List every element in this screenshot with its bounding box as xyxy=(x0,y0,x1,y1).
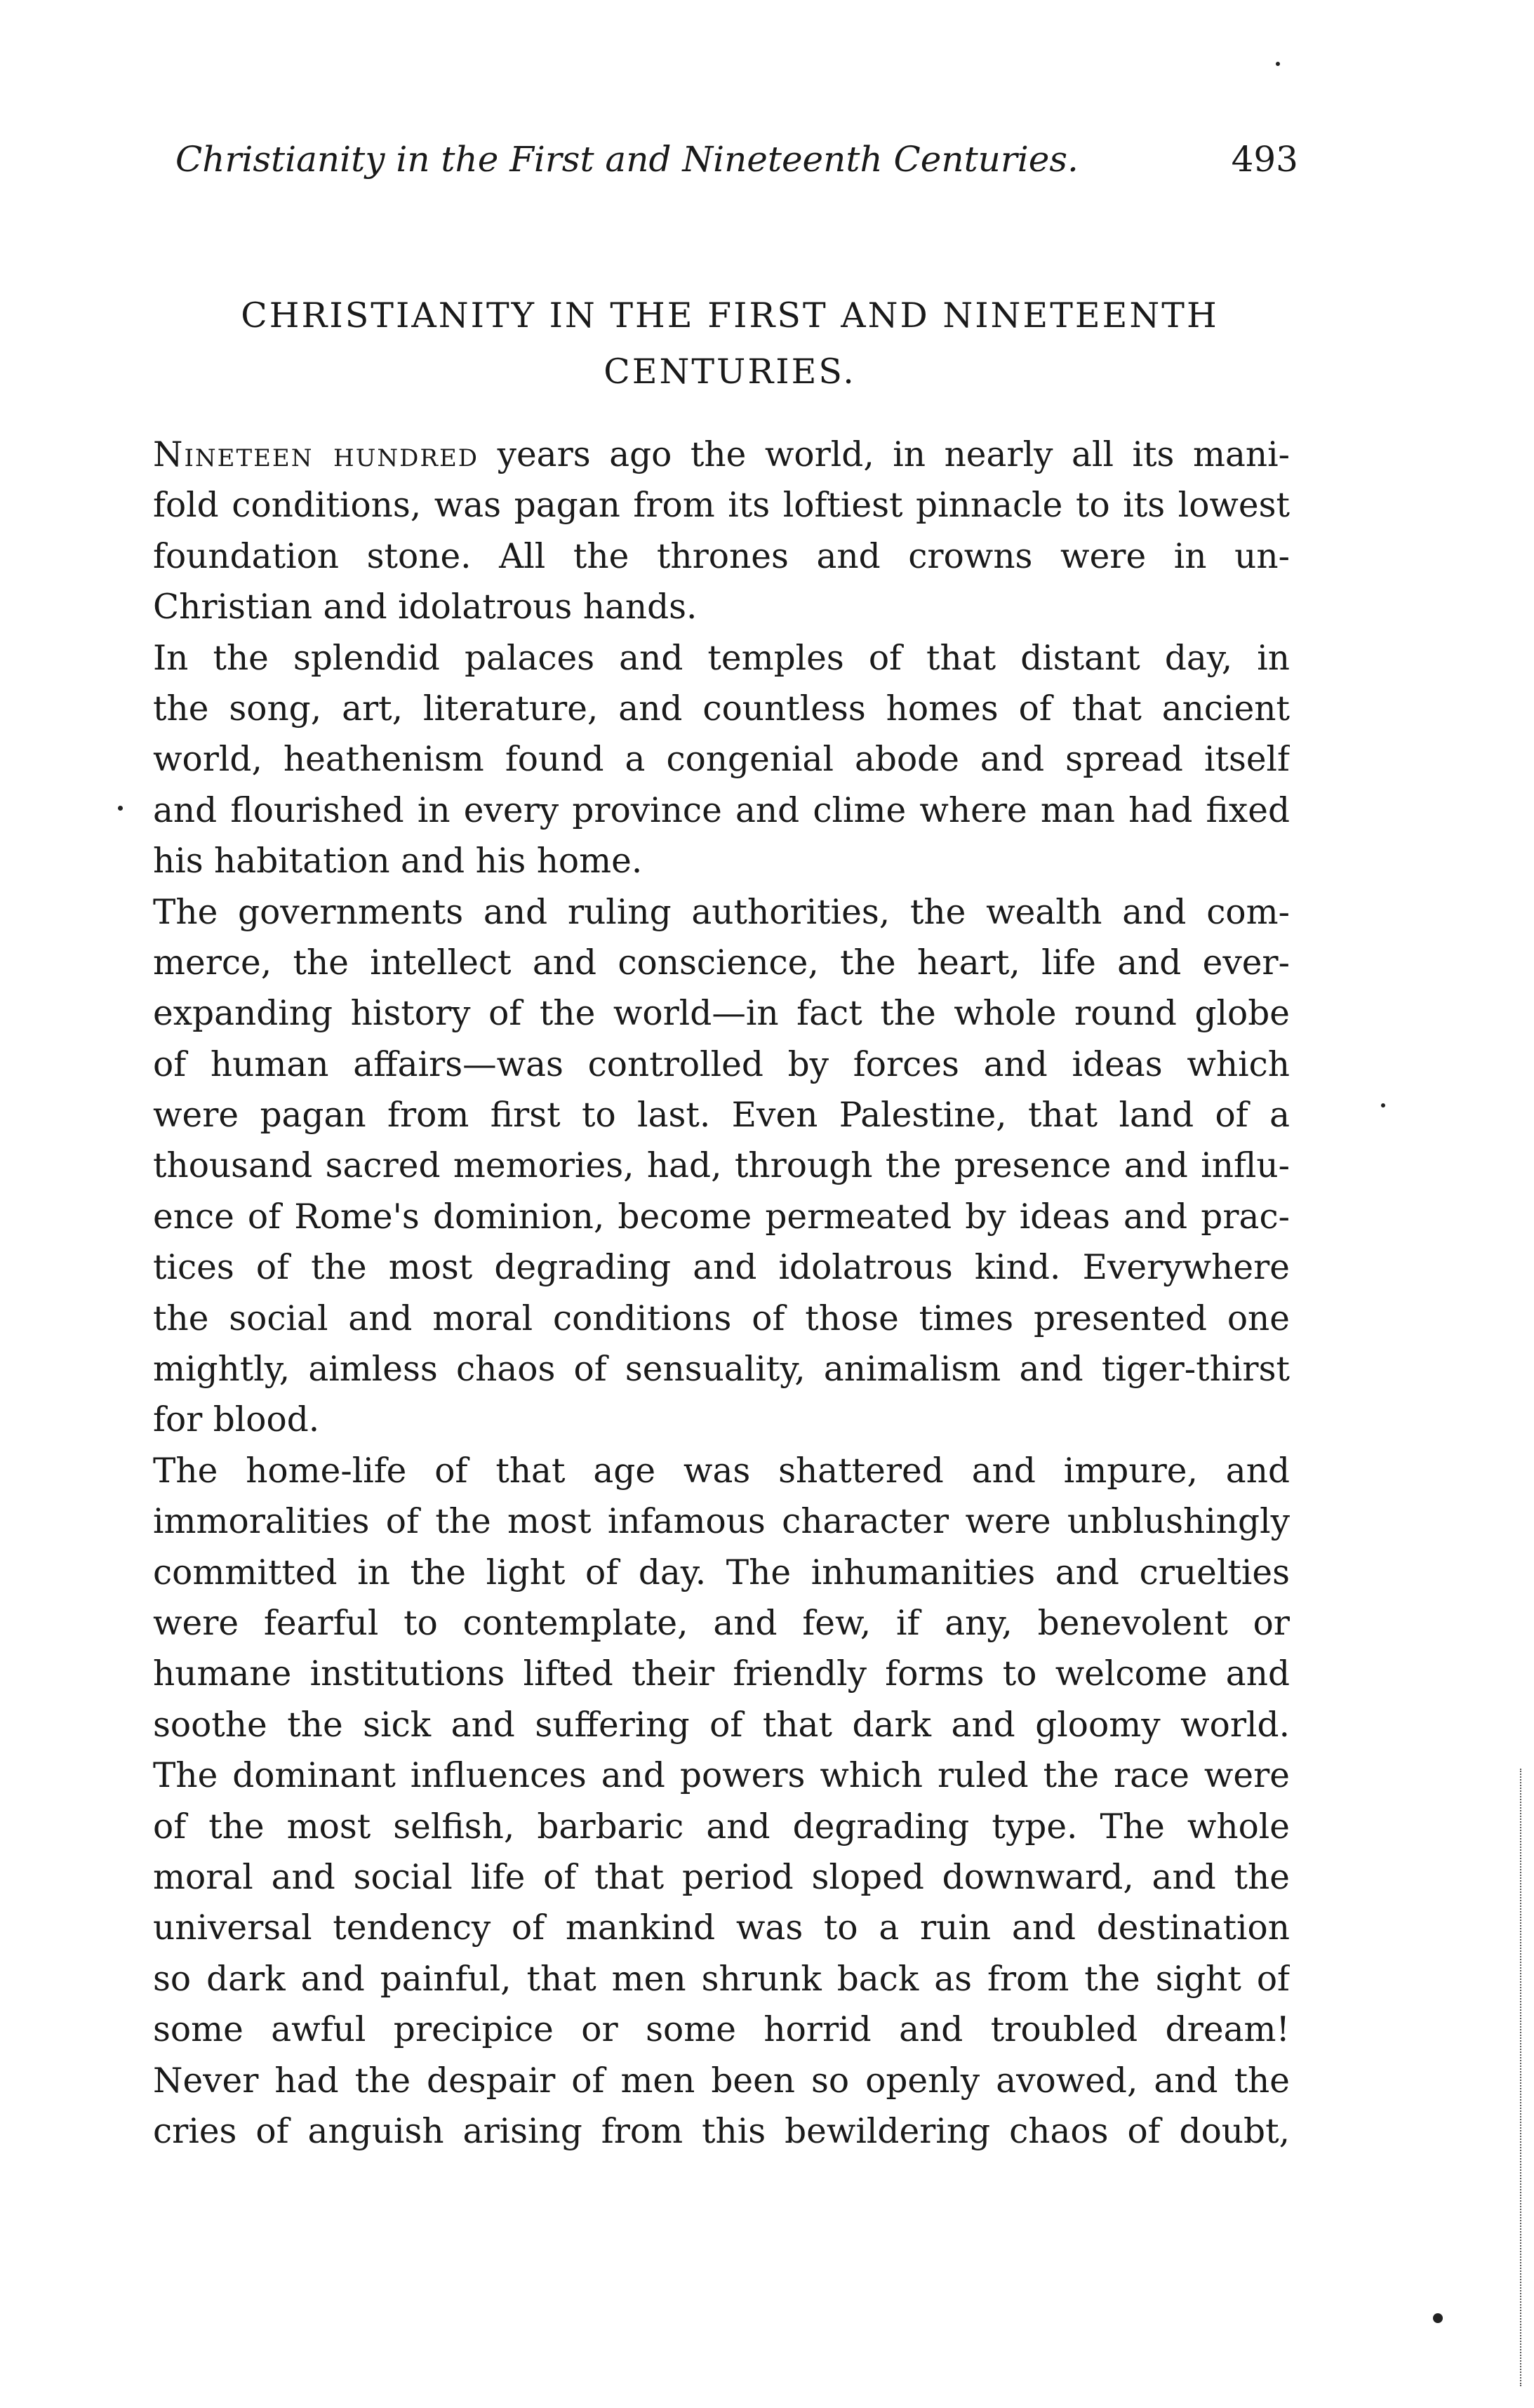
scan-speck xyxy=(1381,1103,1385,1107)
text-line: and flourished in every province and clime where man had fixed xyxy=(153,790,1290,830)
text-line: In the splendid palaces and temples of that distant day, in xyxy=(153,638,1290,678)
opening-small-caps: Nineteen hundred xyxy=(153,435,479,474)
text-line: of human affairs—was controlled by forces and ideas which xyxy=(153,1044,1290,1084)
scan-speck xyxy=(1276,62,1280,66)
text-line: humane institutions lifted their friendly forms to welcome and xyxy=(153,1654,1290,1694)
text-line: some awful precipice or some horrid and troubled dream! xyxy=(153,2010,1290,2050)
text-line: foundation stone. All the thrones and crowns were in un- xyxy=(153,536,1290,576)
text-line: The home-life of that age was shattered and impure, and xyxy=(153,1451,1290,1491)
text-line: merce, the intellect and conscience, the heart, life and ever- xyxy=(153,943,1290,983)
article-body xyxy=(153,430,1290,2157)
text-line: expanding history of the world—in fact the whole round globe xyxy=(153,994,1290,1034)
page-number: 493 xyxy=(1231,139,1298,180)
running-head-title: Christianity in the First and Nineteenth Centuries. xyxy=(175,139,1079,180)
running-head xyxy=(175,135,1298,184)
text-line: mightly, aimless chaos of sensuality, animalism and tiger-thirst xyxy=(153,1350,1290,1390)
article-title xyxy=(154,288,1305,400)
text-line: world, heathenism found a congenial abode and spread itself xyxy=(153,740,1290,780)
text-line: The governments and ruling authorities, the wealth and com- xyxy=(153,892,1290,932)
text-line: fold conditions, was pagan from its loftiest pinnacle to its lowest xyxy=(153,486,1290,526)
article-title-line: CHRISTIANITY IN THE FIRST AND NINETEENTH xyxy=(241,295,1219,335)
scan-edge-dots xyxy=(1520,1769,1524,2386)
text-line: The dominant influences and powers which ruled the race were xyxy=(153,1756,1290,1796)
text-line: ence of Rome's dominion, become permeated by ideas and prac- xyxy=(153,1197,1290,1237)
text-line: universal tendency of mankind was to a ruin and destination xyxy=(153,1908,1290,1948)
text-line: the song, art, literature, and countless homes of that ancient xyxy=(153,689,1290,729)
text-line: the social and moral conditions of those times presented one xyxy=(153,1298,1290,1338)
text-line: for blood. xyxy=(153,1400,320,1440)
text-line: Never had the despair of men been so openly avowed, and the xyxy=(153,2061,1290,2101)
text-line: his habitation and his home. xyxy=(153,842,643,882)
text-line: soothe the sick and suffering of that dark and gloomy world. xyxy=(153,1705,1290,1745)
text-line: immoralities of the most infamous character were unblushingly xyxy=(153,1502,1290,1542)
text-line: so dark and painful, that men shrunk back as from the sight of xyxy=(153,1959,1290,1999)
text-line: cries of anguish arising from this bewildering chaos of doubt, xyxy=(153,2111,1290,2151)
text-line xyxy=(153,430,1290,480)
article-title-line: CENTURIES. xyxy=(603,352,856,392)
text-line: tices of the most degrading and idolatrous kind. Everywhere xyxy=(153,1248,1290,1288)
text-line: were pagan from first to last. Even Palestine, that land of a xyxy=(153,1096,1290,1136)
text-line: committed in the light of day. The inhumanities and cruelties xyxy=(153,1552,1290,1592)
text-line: Christian and idolatrous hands. xyxy=(153,587,698,627)
text-line-rest: years ago the world, in nearly all its mani- xyxy=(479,435,1290,474)
text-line: thousand sacred memories, had, through the presence and influ- xyxy=(153,1146,1290,1186)
text-line: of the most selfish, barbaric and degrading type. The whole xyxy=(153,1807,1290,1847)
text-line: moral and social life of that period sloped downward, and the xyxy=(153,1857,1290,1897)
text-line: were fearful to contemplate, and few, if any, benevolent or xyxy=(153,1603,1290,1643)
scan-speck xyxy=(118,806,123,811)
scan-speck xyxy=(1433,2313,1443,2323)
